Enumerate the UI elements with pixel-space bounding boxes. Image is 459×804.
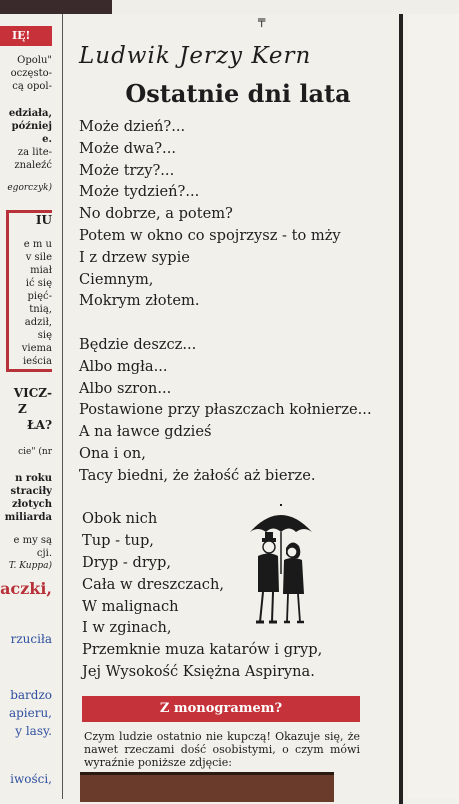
- poem-line: Może dwa?...: [79, 139, 176, 157]
- left-credit: T. Kuppa): [8, 561, 52, 571]
- poem-line: Tup - tup,: [82, 532, 154, 550]
- poem-line: Może tydzień?...: [79, 183, 200, 201]
- left-headline: VICZ-: [13, 386, 52, 400]
- poem-line: Tacy biedni, że żałość aż bierze.: [79, 466, 316, 484]
- left-bold-line: miliarda: [4, 512, 52, 523]
- poem-line: Cała w dreszczach,: [82, 575, 224, 593]
- left-box-line: adził,: [24, 317, 52, 328]
- left-line: cji.: [36, 548, 52, 559]
- poem-line: Dryp - dryp,: [82, 553, 172, 571]
- left-headline: ŁA?: [27, 418, 52, 432]
- left-bold-line: n roku: [15, 473, 52, 484]
- poem-line: W malignach: [82, 597, 179, 615]
- left-column: [0, 14, 52, 799]
- photo-fragment: [80, 772, 334, 802]
- poem-line: Może trzy?...: [79, 161, 175, 179]
- poem-line: Może dzień?...: [79, 118, 186, 135]
- left-box-line: viema: [21, 343, 52, 354]
- left-bold-line: złotych: [12, 499, 52, 510]
- pin-icon: ╤: [258, 13, 266, 27]
- sidebar-box-heading: Z monogramem?: [82, 696, 360, 722]
- article-author: Ludwik Jerzy Kern: [79, 43, 312, 69]
- right-margin: [408, 14, 459, 799]
- poem-line: Obok nich: [82, 510, 158, 528]
- left-red-headline: aczki,: [0, 579, 52, 598]
- poem-line: Postawione przy płaszczach kołnierze...: [79, 401, 372, 419]
- left-box-line: pięć-: [27, 291, 52, 302]
- poem-line: Mokrym złotem.: [79, 292, 200, 310]
- left-line: e my są: [13, 535, 52, 546]
- left-box-line: miał: [30, 265, 52, 276]
- poem-line: I z drzew sypie: [79, 248, 190, 266]
- left-box-line: ieścia: [22, 356, 52, 367]
- left-box-line: ić się: [25, 278, 52, 289]
- left-box-line: się: [37, 330, 52, 341]
- left-box-line: tnią,: [29, 304, 52, 315]
- left-blue-line: bardzo: [10, 688, 52, 702]
- left-blue-line: rzuciła: [10, 632, 52, 646]
- left-blue-line: apieru,: [8, 706, 52, 720]
- stanza-gap: [79, 487, 399, 509]
- left-line: Opolu": [17, 55, 52, 66]
- poem-line: I w zginach,: [82, 619, 172, 637]
- poem-line: Jej Wysokość Księżna Aspiryna.: [82, 662, 315, 680]
- left-line-bold: e.: [42, 134, 52, 145]
- poem-line: Albo szron...: [79, 379, 172, 397]
- umbrella-couple-illustration: [246, 504, 316, 626]
- poem-line: A na ławce gdzieś: [79, 423, 212, 441]
- sidebar-box-text: Czym ludzie ostatnio nie kupczą! Okazuje się, że nawet rzeczami dość osobistymi, o czym mówi wyraźnie poniższe zdjęcie:: [84, 730, 360, 769]
- left-cite: cie" (nr: [18, 447, 52, 457]
- top-image-fragment: [0, 0, 112, 14]
- article-title: Ostatnie dni lata: [125, 79, 351, 108]
- left-blue-line: iwości,: [10, 772, 52, 786]
- left-red-header: IĘ!: [0, 26, 52, 46]
- left-line: za lite-: [17, 147, 52, 158]
- column-divider: [62, 14, 63, 799]
- left-line-bold: edziała,: [8, 108, 52, 119]
- left-bold-line: straciły: [10, 486, 52, 497]
- poem-line: Potem w okno co spojrzysz - to mży: [79, 226, 341, 244]
- poem-line: Ciemnym,: [79, 270, 154, 288]
- left-line: cą opol-: [12, 81, 52, 92]
- left-box-line: e m u: [23, 239, 52, 250]
- poem-line: Ona i on,: [79, 444, 146, 462]
- left-blue-line: y lasy.: [15, 724, 52, 738]
- poem-line: Albo mgła...: [79, 357, 168, 375]
- left-line-bold: później: [11, 121, 52, 132]
- poem-line: Będzie deszcz...: [79, 335, 197, 353]
- left-credit: egorczyk): [7, 183, 52, 193]
- poem-line: Przemknie muza katarów i gryp,: [82, 641, 323, 659]
- poem: [79, 116, 399, 683]
- poem-line: No dobrze, a potem?: [79, 205, 233, 223]
- top-strip: [0, 0, 459, 14]
- left-box-line: v sile: [25, 252, 52, 263]
- left-box-title: IU: [35, 213, 52, 227]
- left-line: oczęsto-: [10, 68, 52, 79]
- stanza-gap: [79, 312, 399, 334]
- left-line: znaleźć: [14, 160, 52, 171]
- left-headline: Z: [18, 402, 27, 416]
